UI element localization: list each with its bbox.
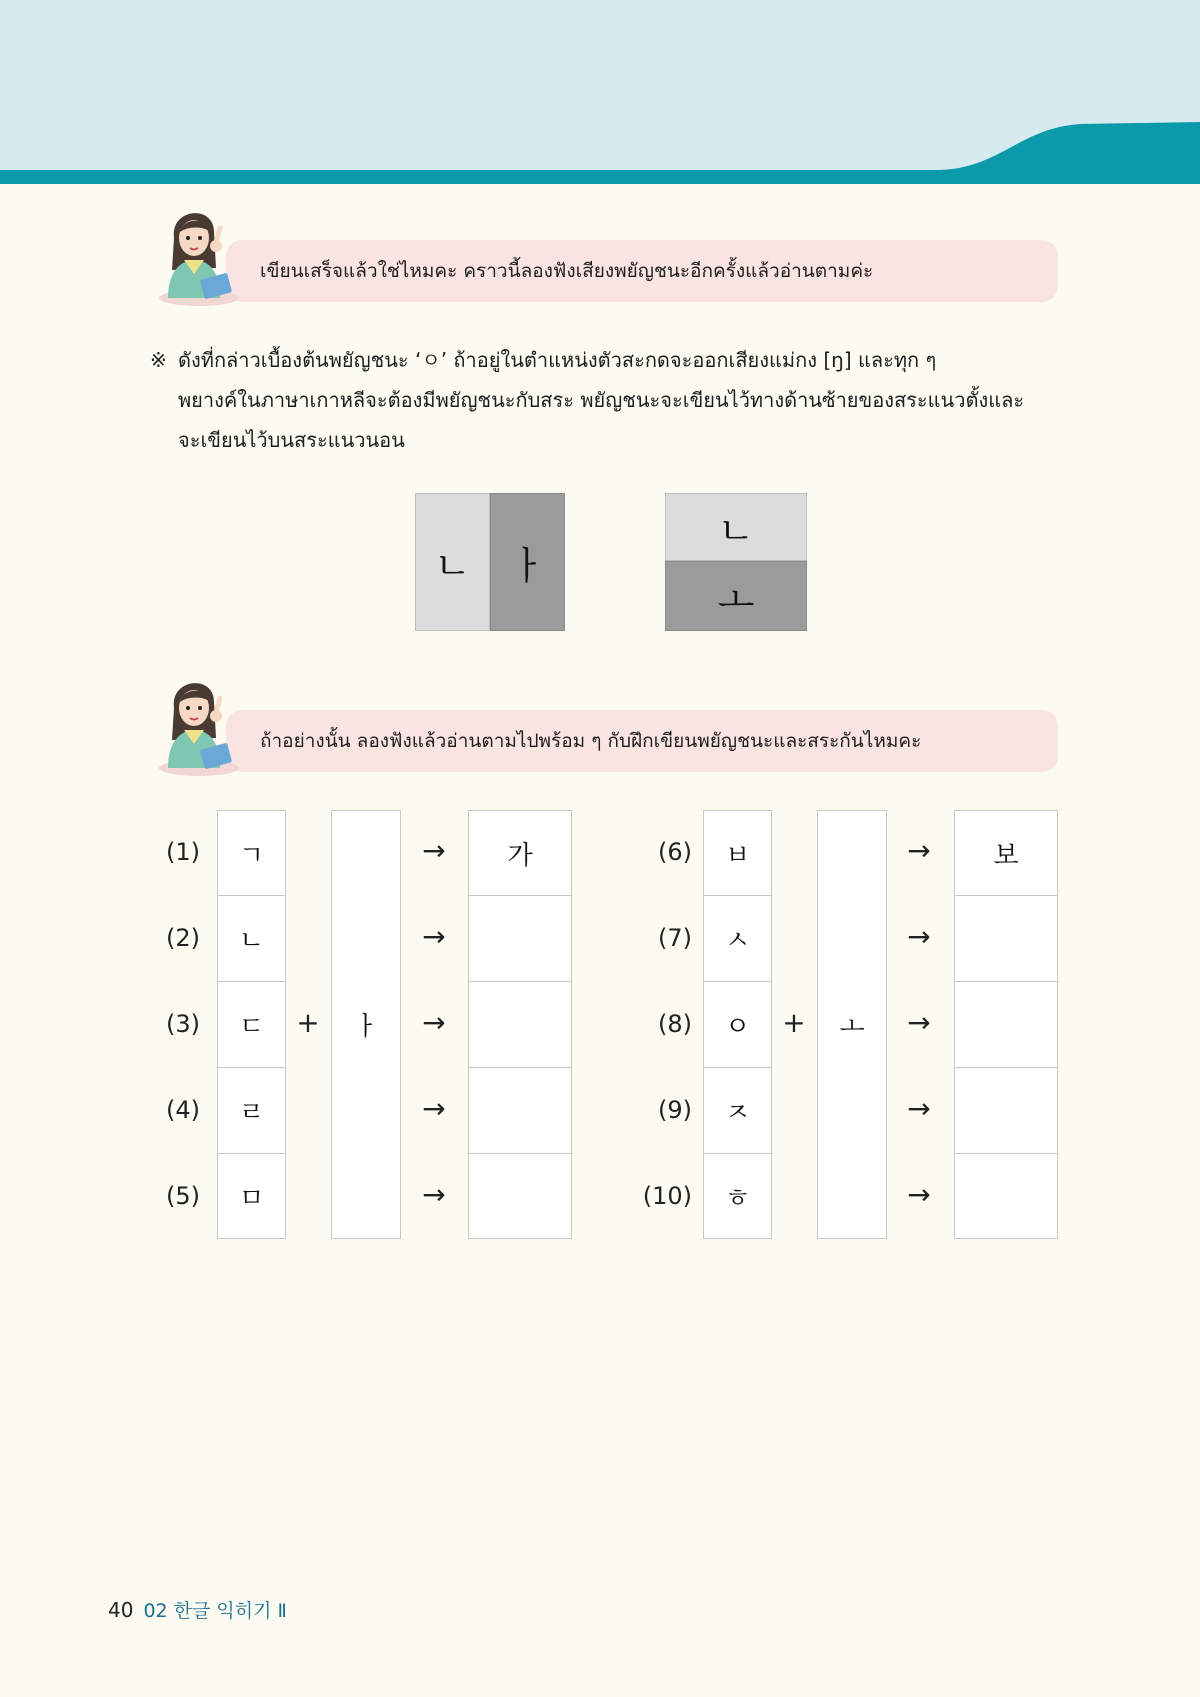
- speech-bubble-2-text: ถ้าอย่างนั้น ลองฟังแล้วอ่านตามไปพร้อม ๆ กับฝึกเขียนพยัญชนะและสระกันไหมคะ: [260, 730, 922, 752]
- row-number: (8): [658, 1010, 692, 1038]
- arrow: →: [907, 1006, 931, 1039]
- reference-mark: ※: [150, 348, 167, 372]
- plus-sign: +: [782, 1006, 806, 1039]
- arrow: →: [422, 834, 446, 867]
- consonant-box: ㄱ: [217, 810, 286, 896]
- row-number: (5): [166, 1182, 200, 1210]
- row-number: (7): [658, 924, 692, 952]
- row-number: (10): [642, 1182, 692, 1210]
- answer-box[interactable]: [468, 1153, 572, 1239]
- arrow: →: [907, 834, 931, 867]
- diagram-consonant-cell: ㄴ: [665, 493, 807, 561]
- consonant-box: ㅈ: [703, 1067, 772, 1154]
- arrow: →: [422, 1006, 446, 1039]
- arrow: →: [907, 920, 931, 953]
- teacher-speech-row-2: [154, 700, 1058, 772]
- chapter-title: 02 한글 익히기 Ⅱ: [143, 1600, 287, 1622]
- teacher-speech-row-1: [154, 230, 1058, 302]
- answer-box[interactable]: [954, 1067, 1058, 1154]
- teacher-avatar-icon: [154, 668, 244, 776]
- row-number: (3): [166, 1010, 200, 1038]
- arrow: →: [907, 1178, 931, 1211]
- consonant-box: ㄹ: [217, 1067, 286, 1154]
- teacher-avatar-icon: [154, 198, 244, 306]
- answer-box[interactable]: [954, 981, 1058, 1068]
- answer-box[interactable]: [954, 1153, 1058, 1239]
- answer-box[interactable]: 보: [954, 810, 1058, 896]
- speech-bubble-2: [226, 710, 1058, 772]
- vowel-box: ㅏ: [331, 810, 401, 1239]
- note-line-1: ดังที่กล่าวเบื้องต้นพยัญชนะ ‘ㅇ’ ถ้าอยู่ในตำแหน่งตัวสะกดจะออกเสียงแม่กง [ŋ] และทุก ๆ: [178, 348, 937, 372]
- row-number: (2): [166, 924, 200, 952]
- row-number: (9): [658, 1096, 692, 1124]
- page-number: 40: [108, 1598, 134, 1622]
- answer-box[interactable]: [954, 895, 1058, 982]
- consonant-box: ㅂ: [703, 810, 772, 896]
- diagram-vowel-cell: ㅗ: [665, 561, 807, 631]
- consonant-box: ㄴ: [217, 895, 286, 982]
- arrow: →: [422, 1178, 446, 1211]
- consonant-box: ㅁ: [217, 1153, 286, 1239]
- arrow: →: [907, 1092, 931, 1125]
- consonant-box: ㅅ: [703, 895, 772, 982]
- plus-sign: +: [296, 1006, 320, 1039]
- note-line-3: จะเขียนไว้บนสระแนวนอน: [178, 428, 405, 452]
- consonant-box: ㅎ: [703, 1153, 772, 1239]
- diagram-consonant-cell: ㄴ: [415, 493, 490, 631]
- diagram-vowel-cell: ㅏ: [490, 493, 565, 631]
- speech-bubble-1-text: เขียนเสร็จแล้วใช่ไหมคะ คราวนี้ลองฟังเสียงพยัญชนะอีกครั้งแล้วอ่านตามค่ะ: [260, 260, 874, 282]
- note-line-2: พยางค์ในภาษาเกาหลีจะต้องมีพยัญชนะกับสระ พยัญชนะจะเขียนไว้ทางด้านซ้ายของสระแนวตั้งและ: [178, 388, 1025, 412]
- arrow: →: [422, 1092, 446, 1125]
- vowel-box: ㅗ: [817, 810, 887, 1239]
- consonant-box: ㄷ: [217, 981, 286, 1068]
- consonant-box: ㅇ: [703, 981, 772, 1068]
- row-number: (6): [658, 838, 692, 866]
- speech-bubble-1: [226, 240, 1058, 302]
- answer-box[interactable]: [468, 981, 572, 1068]
- row-number: (1): [166, 838, 200, 866]
- answer-box[interactable]: 가: [468, 810, 572, 896]
- header-band: [0, 0, 1200, 184]
- horizontal-vowel-diagram: [665, 493, 807, 631]
- answer-box[interactable]: [468, 1067, 572, 1154]
- answer-box[interactable]: [468, 895, 572, 982]
- row-number: (4): [166, 1096, 200, 1124]
- page-footer: [108, 1596, 287, 1623]
- explanation-note: [150, 340, 1070, 460]
- vertical-vowel-diagram: [415, 493, 565, 631]
- arrow: →: [422, 920, 446, 953]
